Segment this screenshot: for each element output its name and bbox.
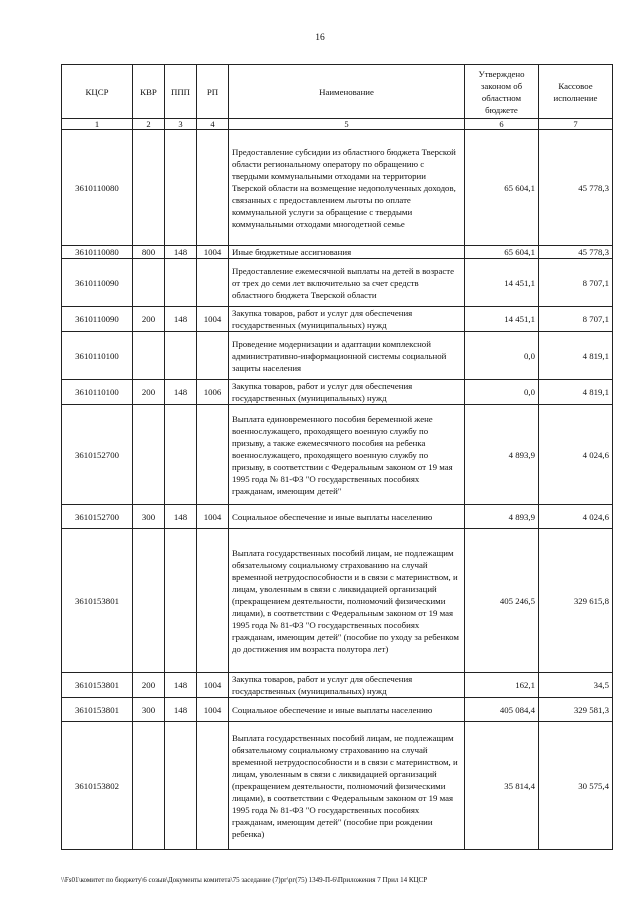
executed-cell: 8 707,1 bbox=[539, 307, 613, 332]
kvr-cell: 200 bbox=[133, 673, 165, 698]
rp-cell bbox=[197, 722, 229, 850]
ppp-cell: 148 bbox=[165, 505, 197, 529]
kvr-cell bbox=[133, 332, 165, 380]
name-cell: Выплата государственных пособий лицам, не подлежащим обязательному социальному страхованию на случай временной нетрудоспособности и в связи с материнством, и лицам, уволенным в связи с ликвидацией организаций (прекращением деятельности, полномочий физическими лицами), в соответствии с Федеральным законом от 19 мая 1995 года № 81-ФЗ "О государственных пособиях гражданам, имеющим детей" (пособие при рождении ребенка) bbox=[229, 722, 465, 850]
table-row bbox=[62, 307, 613, 332]
header-row bbox=[62, 65, 613, 119]
rp-cell: 1004 bbox=[197, 698, 229, 722]
kvr-cell: 300 bbox=[133, 505, 165, 529]
rp-cell: 1006 bbox=[197, 380, 229, 405]
kcsr-cell: 3610110100 bbox=[62, 332, 133, 380]
table-row bbox=[62, 380, 613, 405]
approved-cell: 4 893,9 bbox=[465, 405, 539, 505]
approved-cell: 405 084,4 bbox=[465, 698, 539, 722]
rp-cell bbox=[197, 405, 229, 505]
page-number: 16 bbox=[315, 33, 325, 43]
ppp-cell bbox=[165, 722, 197, 850]
kvr-cell: 200 bbox=[133, 307, 165, 332]
kcsr-cell: 3610152700 bbox=[62, 505, 133, 529]
name-cell: Выплата государственных пособий лицам, не подлежащим обязательному социальному страхованию на случай временной нетрудоспособности и в связи с материнством, и лицам, уволенным в связи с ликвидацией организаций (прекращением деятельности, полномочий физическими лицами), в соответствии с Федеральным законом от 19 мая 1995 года № 81-ФЗ "О государственных пособиях гражданам, имеющим детей" (пособие по уходу за ребенком до достижения им возраста полутора лет) bbox=[229, 529, 465, 673]
rp-cell: 1004 bbox=[197, 246, 229, 259]
executed-cell: 329 581,3 bbox=[539, 698, 613, 722]
column-number-row bbox=[62, 119, 613, 130]
header-approved: Утверждено законом об областном бюджете bbox=[465, 65, 539, 119]
ppp-cell bbox=[165, 529, 197, 673]
header-executed: Кассовое исполнение bbox=[539, 65, 613, 119]
executed-cell: 8 707,1 bbox=[539, 259, 613, 307]
executed-cell: 30 575,4 bbox=[539, 722, 613, 850]
approved-cell: 35 814,4 bbox=[465, 722, 539, 850]
kvr-cell: 800 bbox=[133, 246, 165, 259]
kcsr-cell: 3610110080 bbox=[62, 246, 133, 259]
table-row bbox=[62, 246, 613, 259]
approved-cell: 14 451,1 bbox=[465, 307, 539, 332]
approved-cell: 0,0 bbox=[465, 380, 539, 405]
approved-cell: 405 246,5 bbox=[465, 529, 539, 673]
table-row bbox=[62, 673, 613, 698]
table-row bbox=[62, 332, 613, 380]
column-number: 1 bbox=[62, 119, 133, 130]
kcsr-cell: 3610153801 bbox=[62, 698, 133, 722]
name-cell: Иные бюджетные ассигнования bbox=[229, 246, 465, 259]
table-row bbox=[62, 722, 613, 850]
kvr-cell bbox=[133, 259, 165, 307]
kcsr-cell: 3610152700 bbox=[62, 405, 133, 505]
kcsr-cell: 3610153801 bbox=[62, 529, 133, 673]
kcsr-cell: 3610153801 bbox=[62, 673, 133, 698]
rp-cell: 1004 bbox=[197, 307, 229, 332]
ppp-cell bbox=[165, 130, 197, 246]
name-cell: Закупка товаров, работ и услуг для обеспечения государственных (муниципальных) нужд bbox=[229, 380, 465, 405]
budget-table bbox=[61, 64, 613, 850]
table-row bbox=[62, 505, 613, 529]
ppp-cell: 148 bbox=[165, 380, 197, 405]
rp-cell bbox=[197, 130, 229, 246]
kcsr-cell: 3610153802 bbox=[62, 722, 133, 850]
executed-cell: 45 778,3 bbox=[539, 130, 613, 246]
header-kvr: КВР bbox=[133, 65, 165, 119]
approved-cell: 162,1 bbox=[465, 673, 539, 698]
executed-cell: 4 024,6 bbox=[539, 505, 613, 529]
approved-cell: 0,0 bbox=[465, 332, 539, 380]
executed-cell: 4 024,6 bbox=[539, 405, 613, 505]
column-number: 5 bbox=[229, 119, 465, 130]
name-cell: Закупка товаров, работ и услуг для обеспечения государственных (муниципальных) нужд bbox=[229, 673, 465, 698]
kvr-cell: 300 bbox=[133, 698, 165, 722]
name-cell: Выплата единовременного пособия беременной жене военнослужащего, проходящего военную службу по призыву, а также ежемесячного пособия на ребенка военнослужащего, проходящего военную службу по призыву, в соответствии с Федеральным законом от 19 мая 1995 года № 81-ФЗ "О государственных пособиях гражданам, имеющим детей" bbox=[229, 405, 465, 505]
header-name: Наименование bbox=[229, 65, 465, 119]
name-cell: Социальное обеспечение и иные выплаты населению bbox=[229, 698, 465, 722]
rp-cell bbox=[197, 259, 229, 307]
rp-cell bbox=[197, 332, 229, 380]
ppp-cell: 148 bbox=[165, 246, 197, 259]
kcsr-cell: 3610110090 bbox=[62, 259, 133, 307]
kcsr-cell: 3610110090 bbox=[62, 307, 133, 332]
column-number: 2 bbox=[133, 119, 165, 130]
name-cell: Предоставление субсидии из областного бюджета Тверской области региональному оператору по обращению с твердыми коммунальными отходами на территории Тверской области на возмещение недополученных доходов, связанных с предоставлением льготы по оплате коммунальной услуги за обращение с твердыми коммунальными отходами многодетной семье bbox=[229, 130, 465, 246]
approved-cell: 65 604,1 bbox=[465, 130, 539, 246]
column-number: 7 bbox=[539, 119, 613, 130]
table-row bbox=[62, 405, 613, 505]
name-cell: Проведение модернизации и адаптации комплексной административно-информационной системы социальной защиты населения bbox=[229, 332, 465, 380]
ppp-cell: 148 bbox=[165, 698, 197, 722]
column-number: 6 bbox=[465, 119, 539, 130]
ppp-cell: 148 bbox=[165, 673, 197, 698]
kvr-cell bbox=[133, 405, 165, 505]
header-ppp: ППП bbox=[165, 65, 197, 119]
executed-cell: 4 819,1 bbox=[539, 332, 613, 380]
table-row bbox=[62, 529, 613, 673]
header-kcsr: КЦСР bbox=[62, 65, 133, 119]
kvr-cell bbox=[133, 529, 165, 673]
ppp-cell: 148 bbox=[165, 307, 197, 332]
executed-cell: 329 615,8 bbox=[539, 529, 613, 673]
table-row bbox=[62, 259, 613, 307]
name-cell: Предоставление ежемесячной выплаты на детей в возрасте от трех до семи лет включительно за счет средств областного бюджета Тверской области bbox=[229, 259, 465, 307]
ppp-cell bbox=[165, 405, 197, 505]
executed-cell: 4 819,1 bbox=[539, 380, 613, 405]
kvr-cell: 200 bbox=[133, 380, 165, 405]
approved-cell: 4 893,9 bbox=[465, 505, 539, 529]
approved-cell: 65 604,1 bbox=[465, 246, 539, 259]
ppp-cell bbox=[165, 332, 197, 380]
table-row bbox=[62, 698, 613, 722]
column-number: 3 bbox=[165, 119, 197, 130]
executed-cell: 45 778,3 bbox=[539, 246, 613, 259]
ppp-cell bbox=[165, 259, 197, 307]
approved-cell: 14 451,1 bbox=[465, 259, 539, 307]
table-row bbox=[62, 130, 613, 246]
column-number: 4 bbox=[197, 119, 229, 130]
kvr-cell bbox=[133, 722, 165, 850]
kvr-cell bbox=[133, 130, 165, 246]
header-rp: РП bbox=[197, 65, 229, 119]
executed-cell: 34,5 bbox=[539, 673, 613, 698]
rp-cell bbox=[197, 529, 229, 673]
kcsr-cell: 3610110100 bbox=[62, 380, 133, 405]
rp-cell: 1004 bbox=[197, 505, 229, 529]
rp-cell: 1004 bbox=[197, 673, 229, 698]
name-cell: Социальное обеспечение и иные выплаты населению bbox=[229, 505, 465, 529]
file-path-footer: \\Fs01\комитет по бюджету\6 созыв\Документы комитета\75 заседание (7)рг\рг(75) 1349-П-6\Приложения 7 Прил 14 КЦСР bbox=[61, 876, 428, 884]
name-cell: Закупка товаров, работ и услуг для обеспечения государственных (муниципальных) нужд bbox=[229, 307, 465, 332]
kcsr-cell: 3610110080 bbox=[62, 130, 133, 246]
